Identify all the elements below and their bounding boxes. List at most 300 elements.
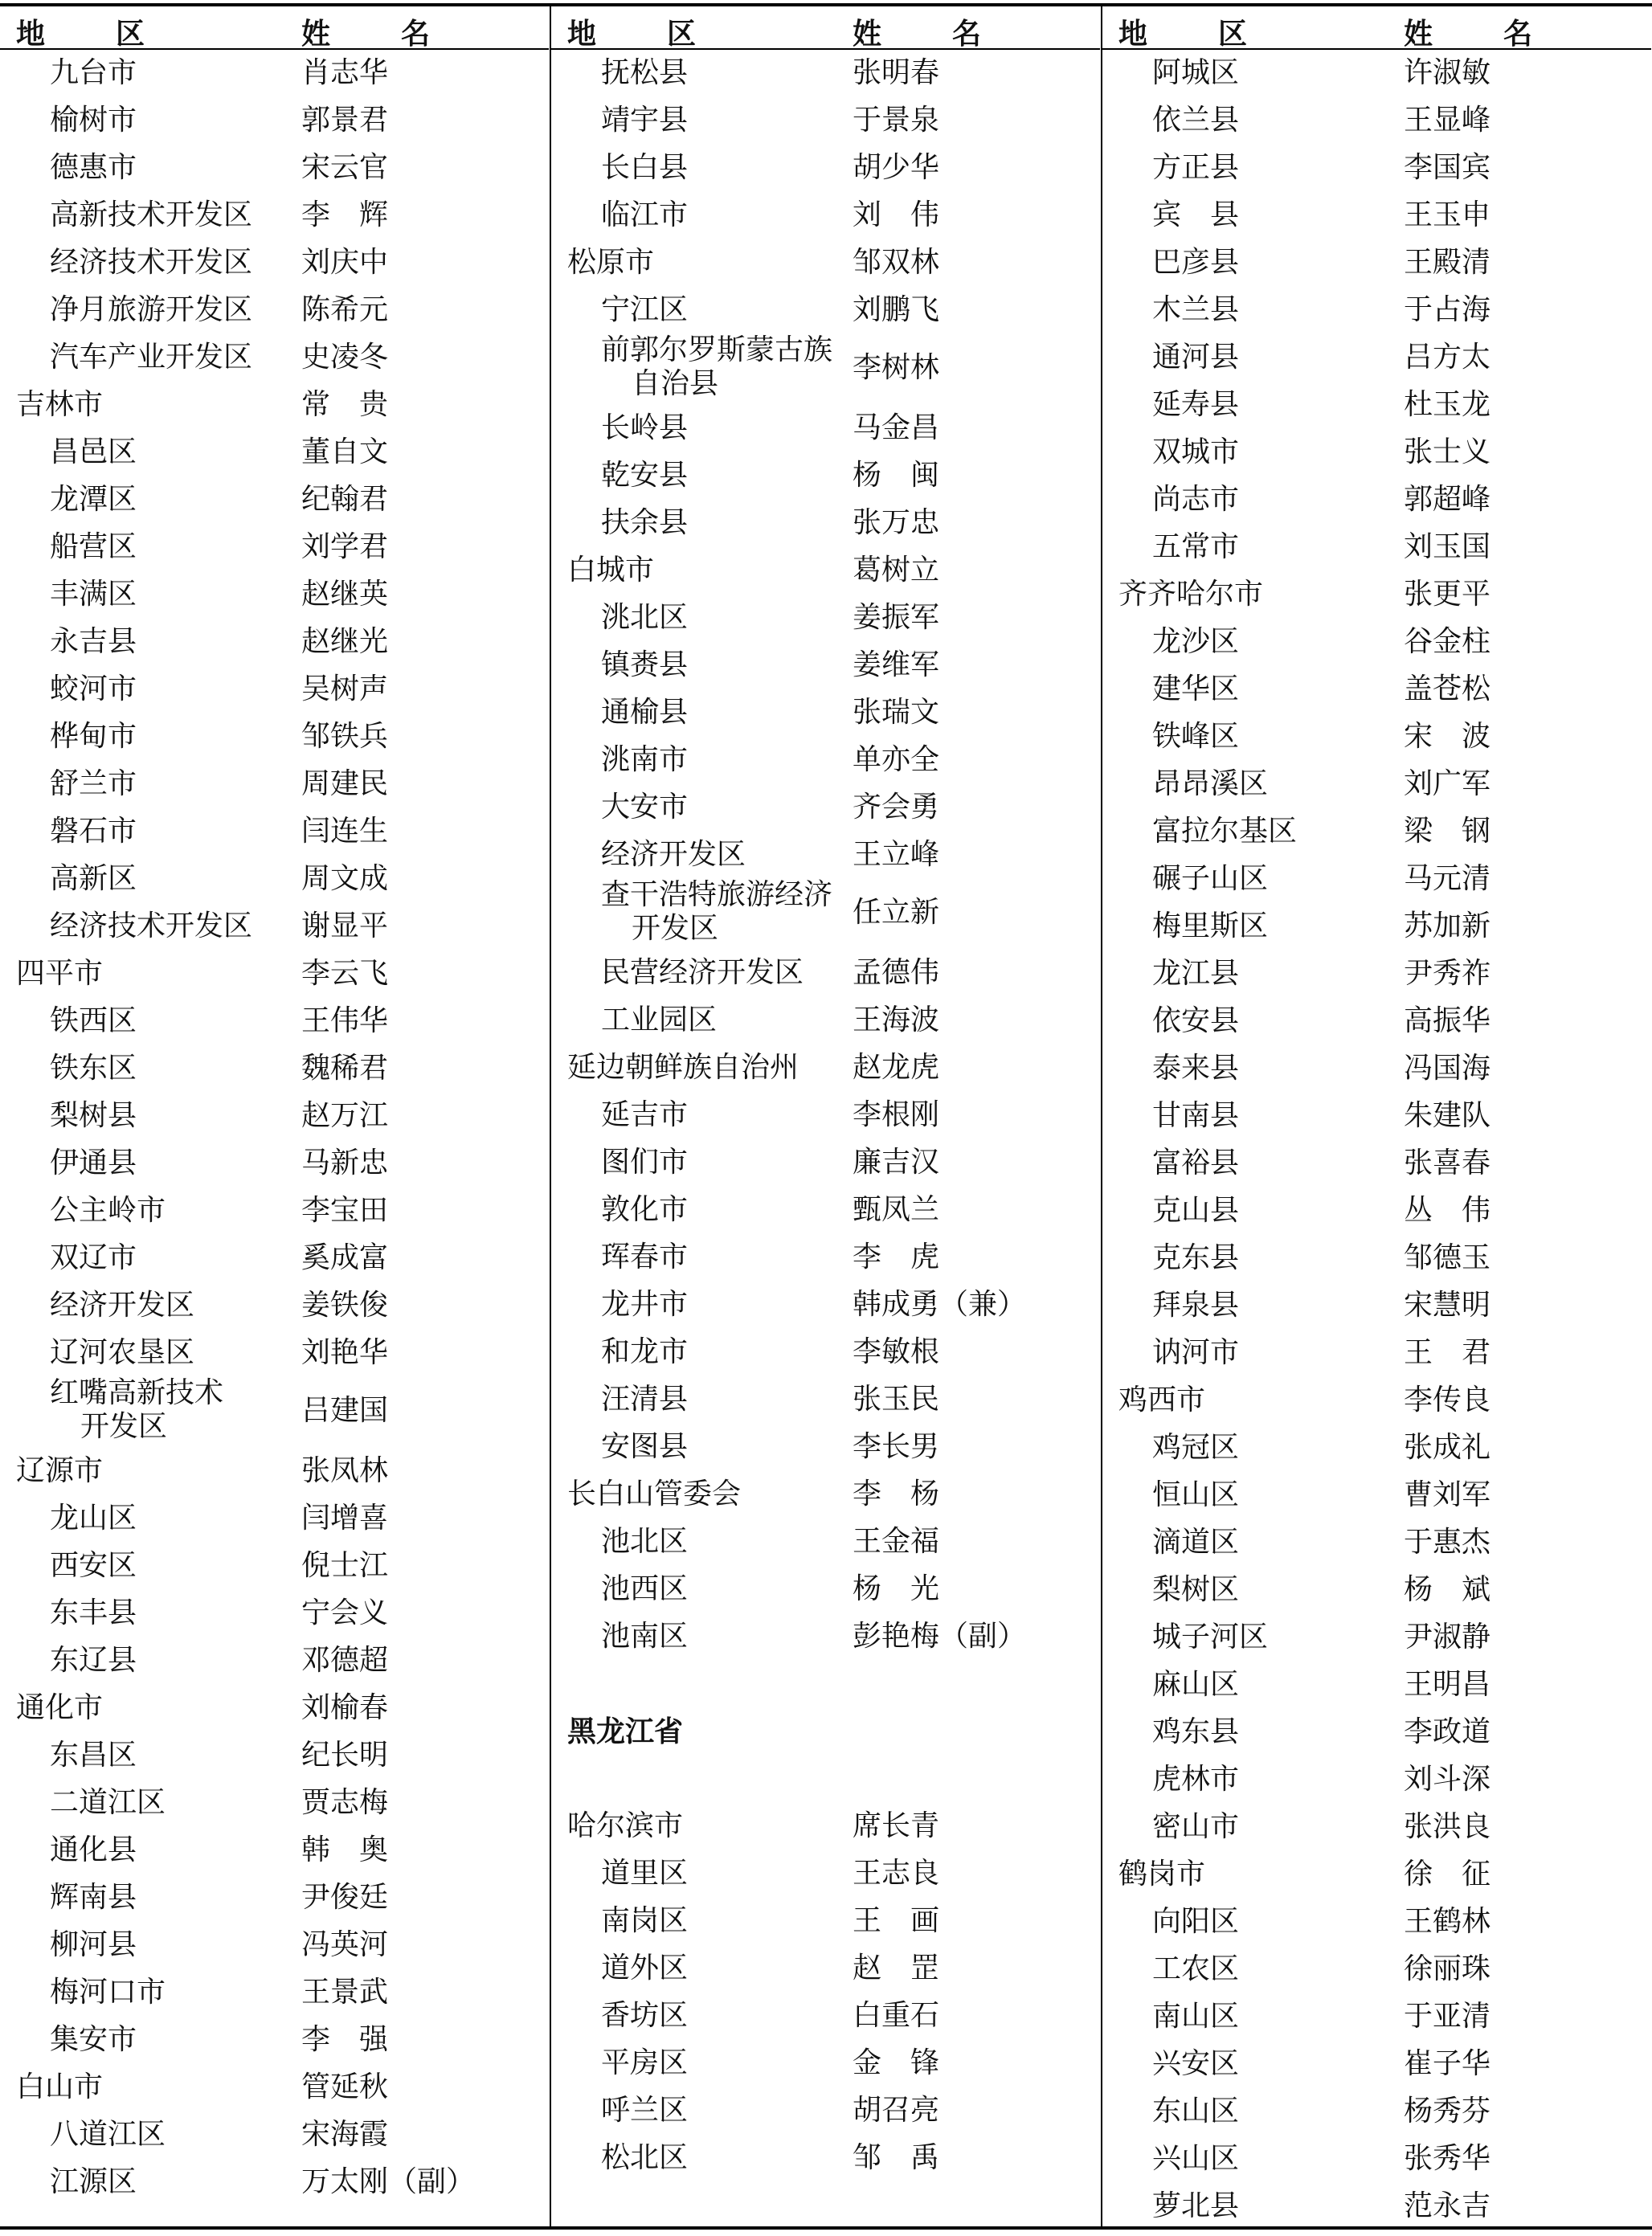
- table-row: [1102, 1519, 1651, 1567]
- name-cell: 齐会勇: [853, 791, 940, 824]
- table-row: [0, 2159, 549, 2206]
- region-cell: 乾安县: [601, 459, 689, 492]
- name-cell: 张明春: [853, 56, 940, 89]
- table-row: [0, 382, 549, 429]
- table-row: [1102, 1377, 1651, 1425]
- table-row: [0, 571, 549, 619]
- region-cell: 伊通县: [50, 1147, 137, 1179]
- name-cell: 张更平: [1404, 578, 1491, 611]
- region-cell: 德惠市: [50, 151, 137, 184]
- table-row: [0, 856, 549, 903]
- table-row: [551, 2087, 1100, 2135]
- table-row: [551, 737, 1100, 784]
- region-cell: 克山县: [1152, 1194, 1240, 1227]
- region-cell: 西安区: [50, 1549, 137, 1582]
- region-cell: 向阳区: [1152, 1905, 1240, 1938]
- table-row: [0, 1732, 549, 1780]
- table-row: [1102, 571, 1651, 619]
- region-cell: 道外区: [601, 1952, 689, 1985]
- region-cell: 辽河农垦区: [50, 1336, 195, 1369]
- region-cell: 东昌区: [50, 1739, 137, 1772]
- table-row: [0, 666, 549, 713]
- name-cell: 盖苍松: [1404, 672, 1491, 705]
- table-row: [0, 1187, 549, 1235]
- region-cell: 经济开发区: [601, 838, 746, 871]
- name-cell: 梁 钢: [1404, 815, 1491, 848]
- name-cell: 马元清: [1404, 862, 1491, 895]
- name-cell: 王鹤林: [1404, 1905, 1491, 1938]
- name-cell: 刘斗深: [1404, 1763, 1491, 1796]
- region-cell: 昌邑区: [50, 435, 137, 468]
- table-row: [551, 1329, 1100, 1376]
- region-cell: 道里区: [601, 1857, 689, 1890]
- table-row: [1102, 287, 1651, 334]
- name-cell: 张凤林: [301, 1454, 389, 1487]
- name-cell: 赵龙虎: [853, 1051, 940, 1084]
- table-row: [551, 997, 1100, 1044]
- table-row: [1102, 239, 1651, 287]
- name-cell: 陈希元: [301, 293, 389, 326]
- region-cell: 大安市: [601, 791, 689, 824]
- region-cell: 长白山管委会: [567, 1478, 742, 1510]
- name-cell: 于占海: [1404, 293, 1491, 326]
- region-cell: 依安县: [1152, 1004, 1240, 1037]
- table-row: [1102, 1235, 1651, 1282]
- region-cell: 甘南县: [1152, 1099, 1240, 1132]
- header-region: 地 区: [16, 17, 166, 51]
- region-cell: 富裕县: [1152, 1147, 1240, 1179]
- name-cell: 李长男: [853, 1430, 940, 1463]
- name-cell: 许淑敏: [1404, 56, 1491, 89]
- name-cell: 赵继英: [301, 578, 389, 611]
- name-cell: 冯英河: [301, 1928, 389, 1961]
- table-row: [0, 429, 549, 476]
- region-cell: 辉南县: [50, 1881, 137, 1914]
- name-cell: 宋慧明: [1404, 1289, 1491, 1322]
- name-cell: 王殿清: [1404, 246, 1491, 279]
- table-row: [0, 1377, 549, 1448]
- table-row: [551, 1756, 1100, 1803]
- name-cell: 邹双林: [853, 246, 940, 279]
- region-cell: 宁江区: [601, 293, 689, 326]
- region-cell: 东丰县: [50, 1596, 137, 1629]
- table-row: [551, 547, 1100, 595]
- name-cell: 宁会义: [301, 1596, 389, 1629]
- header-region: 地 区: [567, 17, 718, 51]
- region-cell: 双城市: [1152, 435, 1240, 468]
- table-row: [1102, 903, 1651, 950]
- table-row: [1102, 429, 1651, 476]
- region-cell: 通河县: [1152, 341, 1240, 374]
- name-cell: 单亦全: [853, 743, 940, 776]
- region-cell: 讷河市: [1152, 1336, 1240, 1369]
- region-cell: 榆树市: [50, 104, 137, 137]
- name-cell: 王 画: [853, 1904, 940, 1937]
- name-cell: 王明昌: [1404, 1668, 1491, 1701]
- table-row: [551, 879, 1100, 950]
- region-cell: 双辽市: [50, 1241, 137, 1274]
- region-cell: 木兰县: [1152, 293, 1240, 326]
- name-cell: 范永吉: [1404, 2189, 1491, 2222]
- name-cell: 王伟华: [301, 1004, 389, 1037]
- region-cell: 船营区: [50, 530, 137, 563]
- table-row: [0, 1685, 549, 1732]
- region-cell: 铁东区: [50, 1052, 137, 1085]
- name-cell: 贾志梅: [301, 1786, 389, 1819]
- table-row: [1102, 334, 1651, 382]
- name-cell: 张喜春: [1404, 1147, 1491, 1179]
- name-cell: 常 贵: [301, 388, 389, 421]
- table-row: [1102, 666, 1651, 713]
- region-cell: 经济技术开发区: [50, 246, 253, 279]
- table-row: [0, 713, 549, 761]
- name-cell: 甄凤兰: [853, 1193, 940, 1226]
- table-row: [1102, 97, 1651, 145]
- table-row: [0, 239, 549, 287]
- name-cell: 李 辉: [301, 198, 389, 231]
- table-row: [0, 476, 549, 524]
- name-cell: 廉吉汉: [853, 1146, 940, 1179]
- table-row: [551, 1898, 1100, 1945]
- table-row: [1102, 1140, 1651, 1187]
- region-cell: 梅里斯区: [1152, 910, 1269, 942]
- name-cell: 于惠杰: [1404, 1526, 1491, 1559]
- name-cell: 倪士江: [301, 1549, 389, 1582]
- table-row: [1102, 998, 1651, 1045]
- region-cell: 江源区: [50, 2165, 137, 2198]
- table-row: [551, 50, 1100, 97]
- region-cell: 四平市: [16, 957, 104, 990]
- table-row: [1102, 382, 1651, 429]
- table-row: [551, 1566, 1100, 1613]
- table-row: [0, 1922, 549, 1969]
- name-cell: 刘艳华: [301, 1336, 389, 1369]
- name-cell: 杨 斌: [1404, 1573, 1491, 1606]
- region-cell: 龙江县: [1152, 957, 1240, 990]
- name-cell: 刘榆春: [301, 1691, 389, 1724]
- name-cell: 董自文: [301, 435, 389, 468]
- name-cell: 马新忠: [301, 1147, 389, 1179]
- table-row: [551, 1376, 1100, 1424]
- region-cell: 抚松县: [601, 56, 689, 89]
- table-column-1: [0, 6, 549, 2206]
- name-cell: 赵万江: [301, 1099, 389, 1132]
- name-cell: 王玉申: [1404, 198, 1491, 231]
- table-row: [1102, 1709, 1651, 1756]
- name-cell: 金 锋: [853, 2046, 940, 2079]
- name-cell: 刘鹏飞: [853, 293, 940, 326]
- table-row: [1102, 856, 1651, 903]
- region-cell: 鸡冠区: [1152, 1431, 1240, 1464]
- region-cell: 碾子山区: [1152, 862, 1269, 895]
- table-row: [551, 1044, 1100, 1092]
- region-cell: 靖宇县: [601, 104, 689, 137]
- region-cell: 依兰县: [1152, 104, 1240, 137]
- table-row: [551, 1471, 1100, 1519]
- table-rows: [1102, 50, 1651, 2230]
- region-cell: 南岗区: [601, 1904, 689, 1937]
- table-row: [1102, 2183, 1651, 2230]
- name-cell: 姜振军: [853, 601, 940, 634]
- region-cell: 龙潭区: [50, 483, 137, 516]
- name-cell: 吕方太: [1404, 341, 1491, 374]
- name-cell: 谢显平: [301, 910, 389, 942]
- name-cell: 王显峰: [1404, 104, 1491, 137]
- table-row: [0, 1495, 549, 1543]
- region-cell: 高新技术开发区: [50, 198, 253, 231]
- name-cell: 于亚清: [1404, 2000, 1491, 2033]
- name-cell: 尹俊廷: [301, 1881, 389, 1914]
- name-cell: 肖志华: [301, 56, 389, 89]
- region-cell-continued: 开发区: [80, 1410, 168, 1443]
- name-cell: 李敏根: [853, 1335, 940, 1368]
- table-row: [1102, 2041, 1651, 2088]
- region-cell: 洮南市: [601, 743, 689, 776]
- region-cell: 虎林市: [1152, 1763, 1240, 1796]
- region-cell: 长白县: [601, 151, 689, 184]
- name-cell: 崔子华: [1404, 2047, 1491, 2080]
- region-cell: 红嘴高新技术: [50, 1376, 224, 1409]
- region-cell: 白城市: [567, 554, 655, 587]
- table-row: [0, 1330, 549, 1377]
- region-cell: 柳河县: [50, 1928, 137, 1961]
- table-row: [1102, 1567, 1651, 1614]
- region-cell: 辽源市: [16, 1454, 104, 1487]
- table-row: [551, 192, 1100, 239]
- region-cell: 白山市: [16, 2070, 104, 2103]
- name-cell: 尹秀祚: [1404, 957, 1491, 990]
- name-cell: 尹淑静: [1404, 1621, 1491, 1653]
- table-row: [551, 334, 1100, 405]
- name-cell: 姜维军: [853, 648, 940, 681]
- name-cell: 邹德玉: [1404, 1241, 1491, 1274]
- table-row: [0, 761, 549, 808]
- table-row: [551, 500, 1100, 547]
- table-row: [1102, 1946, 1651, 1993]
- region-cell: 净月旅游开发区: [50, 293, 253, 326]
- table-rows: [0, 50, 549, 2206]
- region-cell: 民营经济开发区: [601, 956, 804, 989]
- name-cell: 万太刚（副）: [301, 2165, 476, 2198]
- header-region: 地 区: [1118, 17, 1269, 51]
- name-cell: 李政道: [1404, 1715, 1491, 1748]
- region-cell: 梨树区: [1152, 1573, 1240, 1606]
- region-cell: 蛟河市: [50, 672, 137, 705]
- name-cell: 管延秋: [301, 2070, 389, 2103]
- region-cell: 兴山区: [1152, 2142, 1240, 2175]
- table-row: [1102, 145, 1651, 192]
- table-row: [0, 192, 549, 239]
- table-row: [1102, 808, 1651, 856]
- column-header: [1102, 6, 1651, 50]
- table-row: [0, 1874, 549, 1922]
- table-row: [551, 405, 1100, 452]
- table-row: [551, 950, 1100, 997]
- table-row: [551, 1993, 1100, 2040]
- name-cell: 张洪良: [1404, 1810, 1491, 1843]
- region-cell: 松原市: [567, 246, 655, 279]
- column-header: [0, 6, 549, 50]
- table-row: [551, 1424, 1100, 1471]
- region-cell: 麻山区: [1152, 1668, 1240, 1701]
- region-cell: 齐齐哈尔市: [1118, 578, 1264, 611]
- region-cell: 巴彦县: [1152, 246, 1240, 279]
- header-name: 姓 名: [1404, 17, 1554, 51]
- table-row: [551, 1661, 1100, 1708]
- name-cell: 葛树立: [853, 554, 940, 587]
- name-cell: 吕建国: [301, 1394, 389, 1427]
- table-row: [0, 1827, 549, 1874]
- column-header: [551, 6, 1100, 50]
- region-cell: 洮北区: [601, 601, 689, 634]
- name-cell: 苏加新: [1404, 910, 1491, 942]
- region-cell: 八道江区: [50, 2118, 166, 2151]
- table-row: [551, 642, 1100, 689]
- region-cell: 桦甸市: [50, 720, 137, 753]
- region-cell: 方正县: [1152, 151, 1240, 184]
- table-row: [1102, 1614, 1651, 1662]
- region-cell: 高新区: [50, 862, 137, 895]
- table-row: [1102, 1993, 1651, 2041]
- table-row: [1102, 192, 1651, 239]
- table-row: [0, 619, 549, 666]
- table-row: [551, 287, 1100, 334]
- table-row: [551, 595, 1100, 642]
- name-cell: 刘庆中: [301, 246, 389, 279]
- region-cell: 鹤岗市: [1118, 1858, 1206, 1891]
- name-cell: 杨 闽: [853, 459, 940, 492]
- table-row: [551, 689, 1100, 737]
- region-cell: 兴安区: [1152, 2047, 1240, 2080]
- name-cell: 韩成勇（兼）: [853, 1288, 1027, 1321]
- table-row: [0, 903, 549, 950]
- section-heading: [551, 1708, 1100, 1756]
- name-cell: 朱建队: [1404, 1099, 1491, 1132]
- table-row: [1102, 1472, 1651, 1519]
- region-cell: 城子河区: [1152, 1621, 1269, 1653]
- name-cell: 李 强: [301, 2023, 389, 2056]
- region-cell: 九台市: [50, 56, 137, 89]
- name-cell: 吴树声: [301, 672, 389, 705]
- name-cell: 李根刚: [853, 1098, 940, 1131]
- region-cell: 铁峰区: [1152, 720, 1240, 753]
- region-cell: 池北区: [601, 1525, 689, 1558]
- table-row: [0, 334, 549, 382]
- region-cell-continued: 自治县: [632, 367, 719, 400]
- region-cell: 泰来县: [1152, 1052, 1240, 1085]
- region-cell: 丰满区: [50, 578, 137, 611]
- name-cell: 李 杨: [853, 1478, 940, 1510]
- header-name: 姓 名: [301, 17, 452, 51]
- table-row: [1102, 1330, 1651, 1377]
- region-cell: 龙沙区: [1152, 625, 1240, 658]
- name-cell: 刘学君: [301, 530, 389, 563]
- region-cell: 图们市: [601, 1146, 689, 1179]
- region-cell: 建华区: [1152, 672, 1240, 705]
- table-row: [0, 2064, 549, 2111]
- region-cell: 集安市: [50, 2023, 137, 2056]
- region-cell: 宾 县: [1152, 198, 1240, 231]
- table-row: [0, 1590, 549, 1637]
- table-row: [0, 2017, 549, 2064]
- name-cell: 王立峰: [853, 838, 940, 871]
- name-cell: 李树林: [853, 351, 940, 384]
- name-cell: 赵 罡: [853, 1952, 940, 1985]
- region-cell: 香坊区: [601, 1999, 689, 2032]
- name-cell: 高振华: [1404, 1004, 1491, 1037]
- region-cell: 磐石市: [50, 815, 137, 848]
- name-cell: 刘广军: [1404, 767, 1491, 800]
- table-column-3: [1102, 6, 1651, 2230]
- table-row: [551, 1945, 1100, 1993]
- name-cell: 周文成: [301, 862, 389, 895]
- name-cell: 魏稀君: [301, 1052, 389, 1085]
- table-row: [0, 1780, 549, 1827]
- name-cell: 韩 奥: [301, 1833, 389, 1866]
- region-cell: 舒兰市: [50, 767, 137, 800]
- table-row: [0, 1093, 549, 1140]
- name-cell: 徐 征: [1404, 1858, 1491, 1891]
- table-rows: [551, 50, 1100, 2182]
- region-cell: 恒山区: [1152, 1478, 1240, 1511]
- region-cell: 南山区: [1152, 2000, 1240, 2033]
- region-cell: 梨树县: [50, 1099, 137, 1132]
- region-cell: 富拉尔基区: [1152, 815, 1298, 848]
- name-cell: 曹刘军: [1404, 1478, 1491, 1511]
- table-row: [551, 239, 1100, 287]
- region-cell: 龙山区: [50, 1502, 137, 1535]
- region-cell: 萝北县: [1152, 2189, 1240, 2222]
- name-cell: 于景泉: [853, 104, 940, 137]
- region-cell: 拜泉县: [1152, 1289, 1240, 1322]
- name-cell: 郭景君: [301, 104, 389, 137]
- table-row: [1102, 1756, 1651, 1804]
- province-name: 黑龙江省: [567, 1715, 684, 1748]
- table-row: [0, 1637, 549, 1685]
- name-cell: 闫连生: [301, 815, 389, 848]
- table-row: [1102, 2136, 1651, 2183]
- table-row: [0, 50, 549, 97]
- table-row: [1102, 950, 1651, 998]
- name-cell: 宋云官: [301, 151, 389, 184]
- table-row: [1102, 1282, 1651, 1330]
- table-row: [1102, 761, 1651, 808]
- region-cell: 工农区: [1152, 1952, 1240, 1985]
- table-row: [0, 1045, 549, 1093]
- name-cell: 杜玉龙: [1404, 388, 1491, 421]
- region-cell: 二道江区: [50, 1786, 166, 1819]
- table-row: [0, 524, 549, 571]
- name-cell: 张士义: [1404, 435, 1491, 468]
- table-row: [1102, 619, 1651, 666]
- region-cell: 呼兰区: [601, 2094, 689, 2127]
- table-column-2: [551, 6, 1100, 2182]
- table-row: [0, 1140, 549, 1187]
- region-cell: 五常市: [1152, 530, 1240, 563]
- name-cell: 李传良: [1404, 1384, 1491, 1416]
- name-cell: 李宝田: [301, 1194, 389, 1227]
- table-row: [0, 145, 549, 192]
- region-cell: 延边朝鲜族自治州: [567, 1051, 799, 1084]
- region-cell: 汽车产业开发区: [50, 341, 253, 374]
- table-row: [551, 145, 1100, 192]
- name-cell: 杨 光: [853, 1572, 940, 1605]
- name-cell: 冯国海: [1404, 1052, 1491, 1085]
- region-cell: 延吉市: [601, 1098, 689, 1131]
- name-cell: 王志良: [853, 1857, 940, 1890]
- table-row: [0, 950, 549, 998]
- region-cell: 扶余县: [601, 506, 689, 539]
